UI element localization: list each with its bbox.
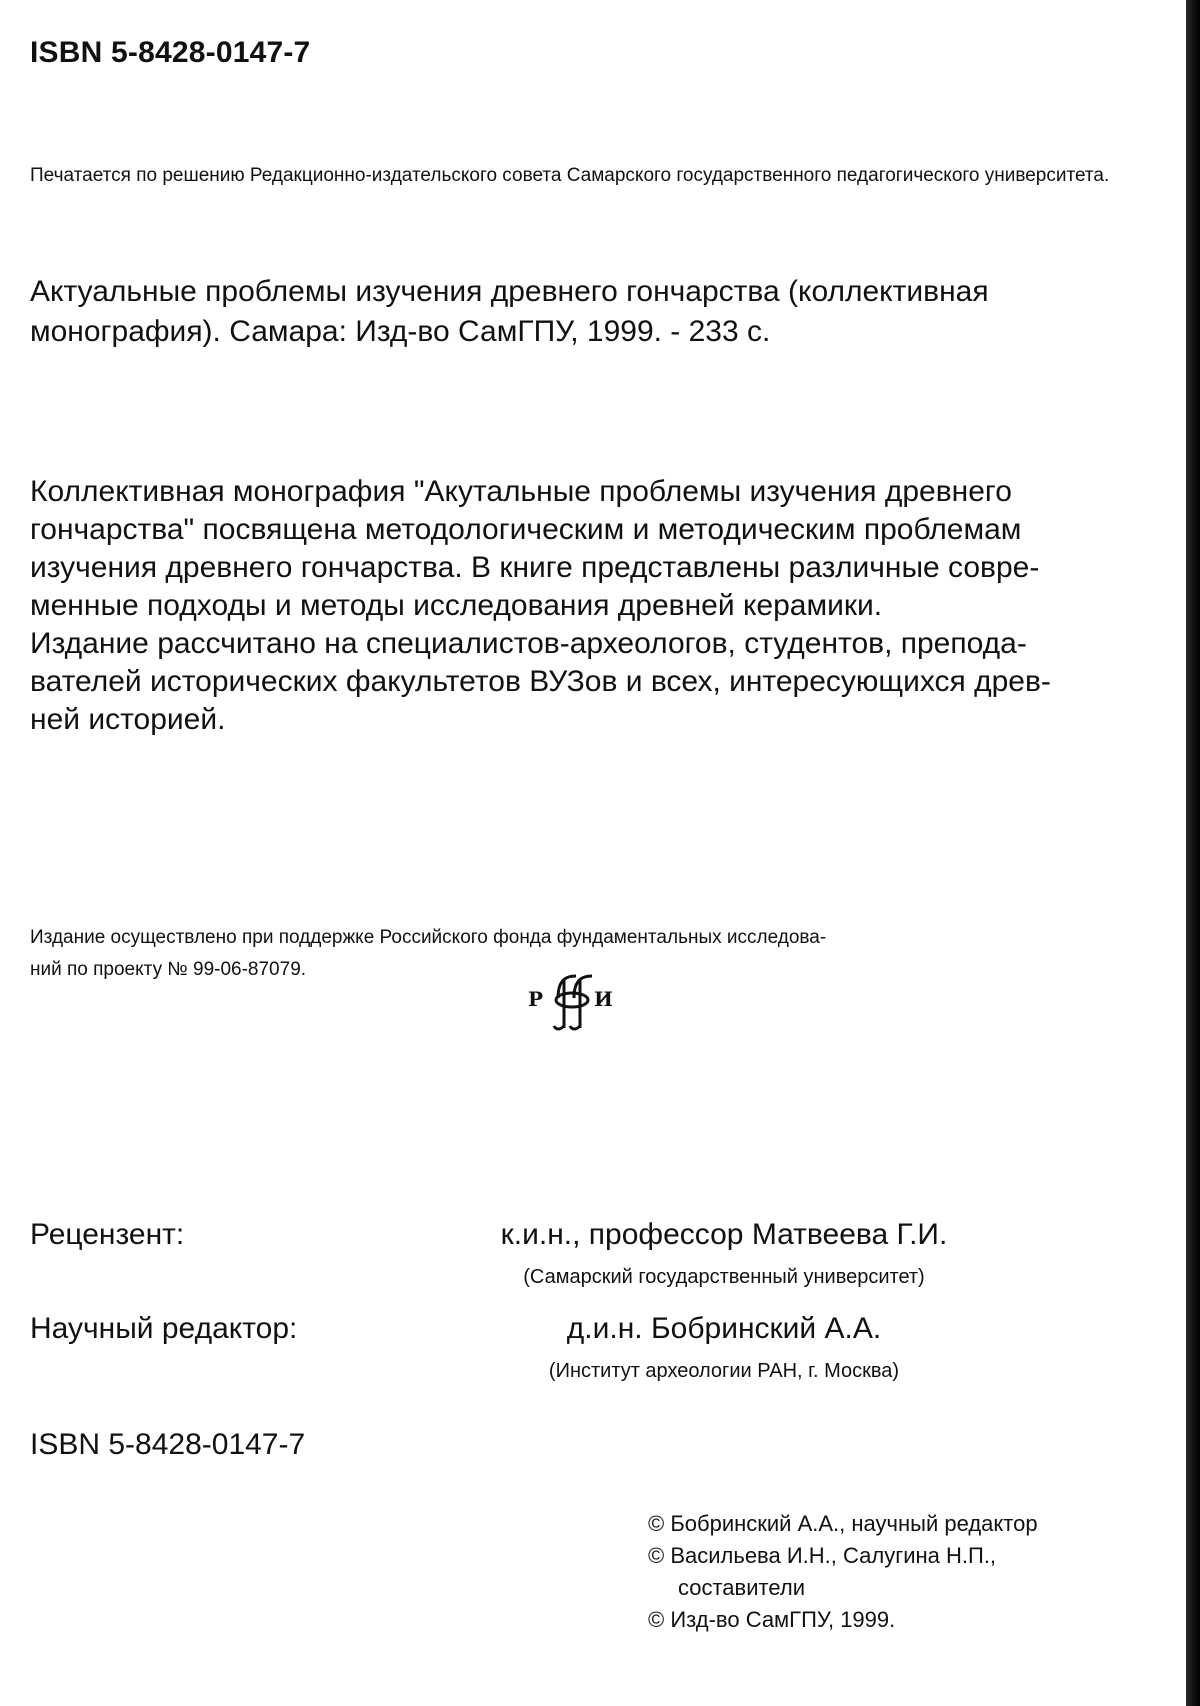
grant-line: ний по проекту № 99-06-87079. [30, 959, 307, 980]
copyright-notices [648, 1508, 1168, 1636]
reviewer-affiliation: (Самарский государственный университет) [523, 1266, 925, 1288]
abstract-line: менные подходы и методы исследования древней керамики. [30, 589, 883, 622]
abstract-line: ней историей. [30, 703, 226, 736]
abstract-line: изучения древнего гончарства. В книге представлены различные совре- [30, 551, 1040, 584]
copyright-line: © Изд-во СамГПУ, 1999. [648, 1607, 896, 1632]
svg-text:И: И [594, 987, 613, 1011]
abstract-line: Коллективная монография "Акутальные проблемы изучения древнего [30, 475, 1012, 508]
credits [30, 1218, 1130, 1406]
editor-name: д.и.н. Бобринский А.А. [566, 1312, 882, 1345]
abstract-line: Издание рассчитано на специалистов-археологов, студентов, препода- [30, 627, 1027, 660]
book-spine-edge [1186, 0, 1200, 1706]
imprimatur-note: Печатается по решению Редакционно-издательского совета Самарского государственного педагогического университета. [30, 165, 1110, 186]
svg-text:Р: Р [528, 987, 544, 1011]
rffi-logo-icon [528, 968, 638, 1032]
abstract-line: гончарства" посвящена методологическим и методическим проблемам [30, 513, 1022, 546]
reviewer-row [30, 1218, 1130, 1312]
abstract [30, 473, 1195, 739]
citation-line: Актуальные проблемы изучения древнего гончарства (коллективная [30, 275, 989, 308]
bibliographic-citation [30, 272, 1195, 352]
reviewer-name: к.и.н., профессор Матвеева Г.И. [500, 1218, 948, 1251]
copyright-line: составители [678, 1575, 805, 1600]
editor-row [30, 1312, 1130, 1406]
abstract-line: вателей исторических факультетов ВУЗов и всех, интересующихся древ- [30, 665, 1051, 698]
grant-line: Издание осуществлено при поддержке Российского фонда фундаментальных исследова- [30, 927, 827, 948]
editor-label: Научный редактор: [30, 1312, 298, 1345]
copyright-line: © Бобринский А.А., научный редактор [648, 1511, 1038, 1536]
reviewer-label: Рецензент: [30, 1218, 185, 1251]
editor-affiliation: (Институт археологии РАН, г. Москва) [548, 1360, 900, 1382]
citation-line: монография). Самара: Изд-во СамГПУ, 1999. - 233 с. [30, 315, 771, 348]
copyright-line: © Васильева И.Н., Салугина Н.П., [648, 1543, 997, 1568]
isbn-top: ISBN 5-8428-0147-7 [30, 36, 311, 69]
isbn-bottom: ISBN 5-8428-0147-7 [30, 1428, 306, 1461]
